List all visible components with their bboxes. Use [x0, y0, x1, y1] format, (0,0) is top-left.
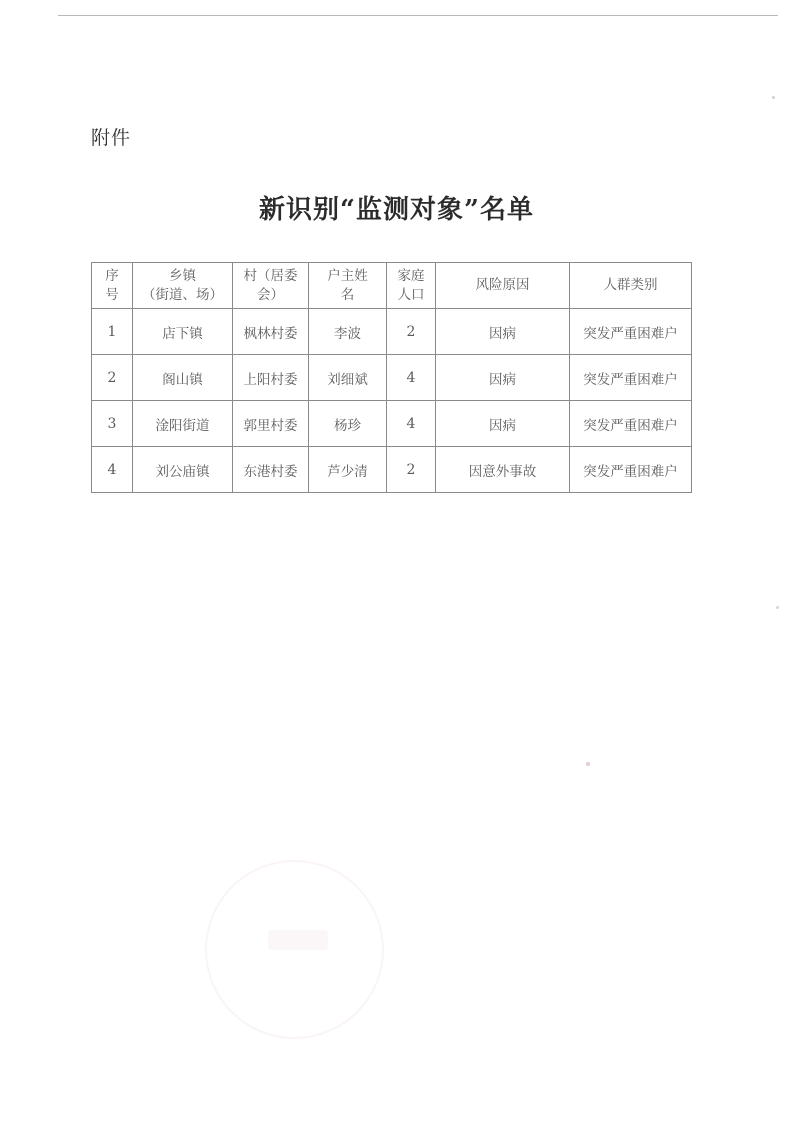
cell-group-category: 突发严重困难户	[570, 447, 692, 493]
header-group-category-text: 人群类别	[603, 277, 658, 293]
header-cell-group-category	[570, 263, 692, 309]
table-row	[92, 447, 692, 493]
header-cell-village	[233, 263, 309, 309]
header-township-line2: （街道、场）	[142, 286, 223, 303]
header-family-size-line1: 家庭	[397, 267, 425, 284]
document-title: 新识别“监测对象”名单	[259, 195, 534, 225]
top-border-line	[58, 15, 778, 16]
cell-family-size: 2	[387, 309, 436, 355]
cell-township: 淦阳街道	[133, 401, 233, 447]
cell-householder: 芦少清	[309, 447, 387, 493]
table-row	[92, 355, 692, 401]
header-village-line1: 村（居委	[243, 267, 298, 284]
header-index-line2: 号	[105, 286, 119, 303]
cell-family-size: 4	[387, 401, 436, 447]
header-cell-township	[133, 263, 233, 309]
attachment-label: 附件	[91, 127, 132, 149]
header-risk-reason-text: 风险原因	[475, 277, 530, 293]
cell-group-category: 突发严重困难户	[570, 309, 692, 355]
cell-risk-reason: 因意外事故	[436, 447, 570, 493]
header-cell-index	[92, 263, 133, 309]
cell-group-category: 突发严重困难户	[570, 401, 692, 447]
cell-village: 上阳村委	[233, 355, 309, 401]
cell-township: 店下镇	[133, 309, 233, 355]
header-cell-householder	[309, 263, 387, 309]
cell-householder: 刘细斌	[309, 355, 387, 401]
cell-township: 阁山镇	[133, 355, 233, 401]
cell-householder: 李波	[309, 309, 387, 355]
scan-speck	[586, 762, 590, 766]
table-row	[92, 309, 692, 355]
cell-index: 1	[92, 309, 133, 355]
cell-index: 2	[92, 355, 133, 401]
cell-risk-reason: 因病	[436, 309, 570, 355]
cell-village: 枫林村委	[233, 309, 309, 355]
header-householder-line2: 名	[340, 286, 355, 303]
cell-index: 4	[92, 447, 133, 493]
table-row	[92, 401, 692, 447]
cell-family-size: 2	[387, 447, 436, 493]
faded-seal-mark	[268, 930, 328, 950]
cell-risk-reason: 因病	[436, 401, 570, 447]
header-village-line2: 会）	[257, 286, 284, 303]
header-cell-family-size	[387, 263, 436, 309]
table-header-row	[92, 263, 692, 309]
cell-group-category: 突发严重困难户	[570, 355, 692, 401]
header-family-size-line2: 人口	[397, 286, 425, 303]
monitoring-roster-table	[91, 262, 692, 493]
cell-township: 刘公庙镇	[133, 447, 233, 493]
header-householder-line1: 户主姓	[327, 267, 368, 284]
cell-householder: 杨珍	[309, 401, 387, 447]
cell-village: 郭里村委	[233, 401, 309, 447]
scan-speck	[776, 606, 779, 609]
cell-family-size: 4	[387, 355, 436, 401]
cell-village: 东港村委	[233, 447, 309, 493]
header-cell-risk-reason	[436, 263, 570, 309]
cell-index: 3	[92, 401, 133, 447]
header-index-line1: 序	[105, 267, 119, 284]
cell-risk-reason: 因病	[436, 355, 570, 401]
header-township-line1: 乡镇	[169, 267, 196, 284]
scan-speck	[772, 96, 775, 99]
